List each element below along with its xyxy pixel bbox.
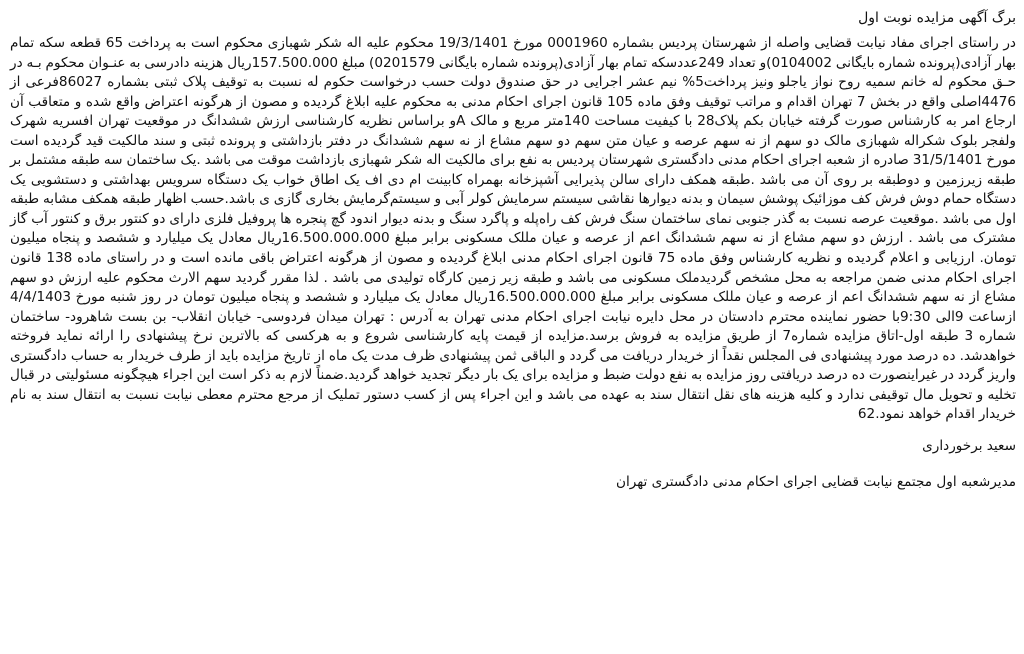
notice-title: برگ آگهی مزایده نوبت اول xyxy=(858,10,1016,26)
notice-body: در راستای اجرای مفاد نیابت قضایی واصله از شهرستان پردیس بشماره 0001960 مورخ 19/3/1401 محکوم علیه اله شکر شهبازی محکوم است به پرداخت 65 قطعه سکه تمام بهار آزادی(پرونده شماره بایگانی 0104002)و تعداد 249عددسکه تمام بهار آزادی(پرونده شماره بایگانی 0201579) مبلغ 157.500.000ریال هزینه دادرسی به عنـوان محکوم بـه در حـق محکوم له خانم سمیه روح نواز یاجلو ونیز پرداخت5% نیم عشر اجرایی در حق صندوق دولت حسب درخواست حکوم له نسبت به توقیف پلاک ثبتی بشماره 86027فرعی از 4476اصلی واقع در بخش 7 تهران اقدام و مراتب توقیف وفق ماده 105 قانون اجرای احکام مدنی به محکوم علیه ابلاغ گردیده و مصون از هرگونه اعتراض واقع شده و متعاقب آن ارجاع امر به کارشناس صورت گرفته خیابان بکم پلاک28 با کیفیت مساحت 140متر مربع و مالک Aو براساس نظریه کارشناسی ارزش ششدانگ در موقعیت تهران افسریه شهرک ولفجر بلوک شکراله شهبازی مالک دو سهم از نه سهم عرصه و عیان متن سهم دو سهم مشاع از نه سهم ششدانگ در دفتر بازداشتی و پرونده ثبتی و سند مالکیت قید گردیده است مورخ 31/5/1401 صادره از شعبه اجرای احکام مدنی دادگستری شهرستان پردیس به نفع برای مالکیت اله شکر شهبازی بازداشت موقت می باشد .یک ساختمان سه طبقه مشتمل بر طبقه زیرزمین و دوطبقه بر روی آن می باشد .طبقه همکف دارای سالن پذیرایی آشپزخانه بهمراه کابینت ام دی اف یک اطاق خواب یک دستگاه سرویس بهداشتی و دستشویی یک دستگاه حمام دوش فرش کف موزائیک پوشش سیمان و بدنه دیوارها نقاشی سیستم سرمایش کولر آبی و سیستم‌گرمایش بخاری گازی ی باشد.حسب اظهار طبقه همکف مشابه طبقه اول می باشد .موقعیت عرصه نسبت به گذر جنوبی نمای ساختمان سنگ فرش کف راه‌پله و پاگرد سنگ و بدنه دیوار اندود گچ پنجره ها پروفیل فلزی دارای دو کنتور برق و کنتور آب گاز مشترک می باشد . ارزش دو سهم مشاع از نه سهم ششدانگ اعم از عرصه و عیان مللک مسکونی برابر مبلغ 16.500.000.000ریال معادل یک میلیارد و ششصد و پنجاه میلیون تومان. ارزیابی و اعلام گردیده و نظریه کارشناس وفق ماده 75 قانون اجرای احکام مدنی ابلاغ گردیده و مصون از هرگونه اعتراض باقی مانده است و در راستای ماده 138 قانون اجرای احکام مدنی ضمن مراجعه به محل مشخص گردیدملک مسکونی می باشد و طبقه زیر زمین کارگاه تولیدی می باشد . لذا مقرر گردید سهم الارث محکوم علیه ارزش دو سهم مشاع از نه سهم ششدانگ اعم از عرصه و عیان مللک مسکونی برابر مبلغ 16.500.000.000ریال معادل یک میلیارد و ششصد و پنجاه میلیون تومان در روز شنبه مورخ 4/4/1403 ازساعت 9الی 9:30با حضور نماینده محترم دادستان در محل دایره نیابت اجرای احکام مدنی تهران به آدرس : تهران میدان فردوسی- خیابان انقلاب- بن بست شاهرود- ساختمان شماره 3 طبقه اول-اتاق مزایده شماره7 از طریق مزایده به فروش برسد.مزایده از قیمت پایه کارشناسی شروع و به هرکسی که بالاترین نرخ پیشنهادی را ارائه نماید فروخته خواهدشد. ده درصد مورد پیشنهادی فی المجلس نقداً از خریدار دریافت می گردد و الباقی ثمن پیشنهادی ظرف مدت یک ماه از تاریخ مزایده باید از طرف خریدار به حساب دادگستری واریز گردد در غیراینصورت ده درصد دریافتی روز مزایده به نفع دولت ضبط و مزایده برای یک بار دیگر تجدید خواهد گردید.ضمناً لازم به ذکر است این اجراء هیچگونه مسئولیتی در قبال تخلیه و تحویل مال توقیفی ندارد و کلیه هزینه های نقل انتقال سند به عهده می باشد و این اجراء پس از کسب دستور تملیک از مرجع محترم معطی نیابت نسبت به انتقال سند به نام خریدار اقدام خواهد نمود.62 xyxy=(10,35,1017,423)
signer-title: مدیرشعبه اول مجتمع نیابت قضایی اجرای احکام مدنی دادگستری تهران xyxy=(615,473,1016,490)
signer-name: سعید برخورداری xyxy=(922,437,1016,454)
